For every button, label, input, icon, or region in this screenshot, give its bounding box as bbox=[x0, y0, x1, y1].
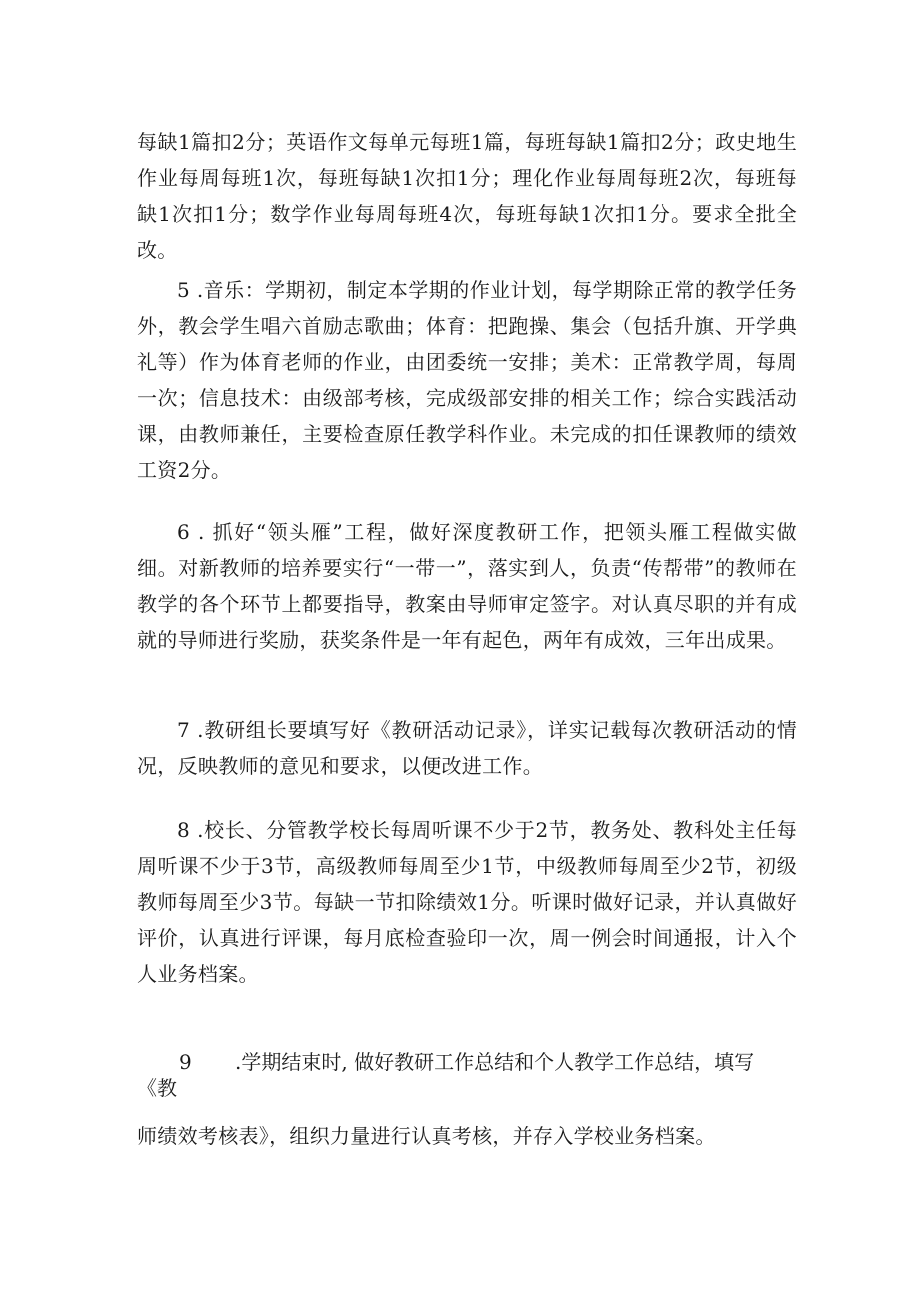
item-9-wrap: 《教 bbox=[137, 1076, 177, 1100]
paragraph-item-5-music-pe: 5 .音乐：学期初，制定本学期的作业计划，每学期除正常的教学任务外，教会学生唱六首励志歌曲；体育：把跑操、集会（包括升旗、开学典礼等）作为体育老师的作业，由团委统一安排；美术：正常教学周，每周一次；信息技术：由级部考核，完成级部安排的相关工作；综合实践活动课，由教师兼任，主要检查原任教学科作业。未完成的扣任课教师的绩效工资2分。 bbox=[137, 278, 797, 482]
item-9-continuation: 师绩效考核表》，组织力量进行认真考核，并存入学校业务档案。 bbox=[137, 1124, 716, 1148]
paragraph-item-7-research-log: 7 .教研组长要填写好《教研活动记录》，详实记载每次教研活动的情况，反映教师的意见和要求，以便改进工作。 bbox=[137, 718, 797, 778]
item-9-number: 9 bbox=[179, 1050, 192, 1074]
paragraph-homework-deductions: 每缺1篇扣2分；英语作文每单元每班1篇，每班每缺1篇扣2分；政史地生作业每周每班1次，每班每缺1次扣1分；理化作业每周每班2次，每班每缺1次扣1分；数学作业每周每班4次，每班每缺1次扣1分。要求全批全改。 bbox=[137, 130, 797, 262]
paragraph-item-9-first-line bbox=[137, 1044, 797, 1080]
paragraph-item-8-lesson-observation: 8 .校长、分管教学校长每周听课不少于2节，教务处、教科处主任每周听课不少于3节，高级教师每周至少1节，中级教师每周至少2节，初级教师每周至少3节。每缺一节扣除绩效1分。听课时做好记录，并认真做好评价，认真进行评课，每月底检查验印一次，周一例会时间通报，计入个人业务档案。 bbox=[137, 818, 797, 986]
paragraph-item-6-lead-goose: 6 . 抓好“领头雁”工程，做好深度教研工作，把领头雁工程做实做细。对新教师的培养要实行“一带一”，落实到人，负责“传帮带”的教师在教学的各个环节上都要指导，教案由导师审定签字。对认真尽职的并有成就的导师进行奖励，获奖条件是一年有起色，两年有成效，三年出成果。 bbox=[137, 520, 797, 652]
item-9-text: .学期结束时, 做好教研工作总结和个人教学工作总结，填写 bbox=[235, 1050, 755, 1074]
